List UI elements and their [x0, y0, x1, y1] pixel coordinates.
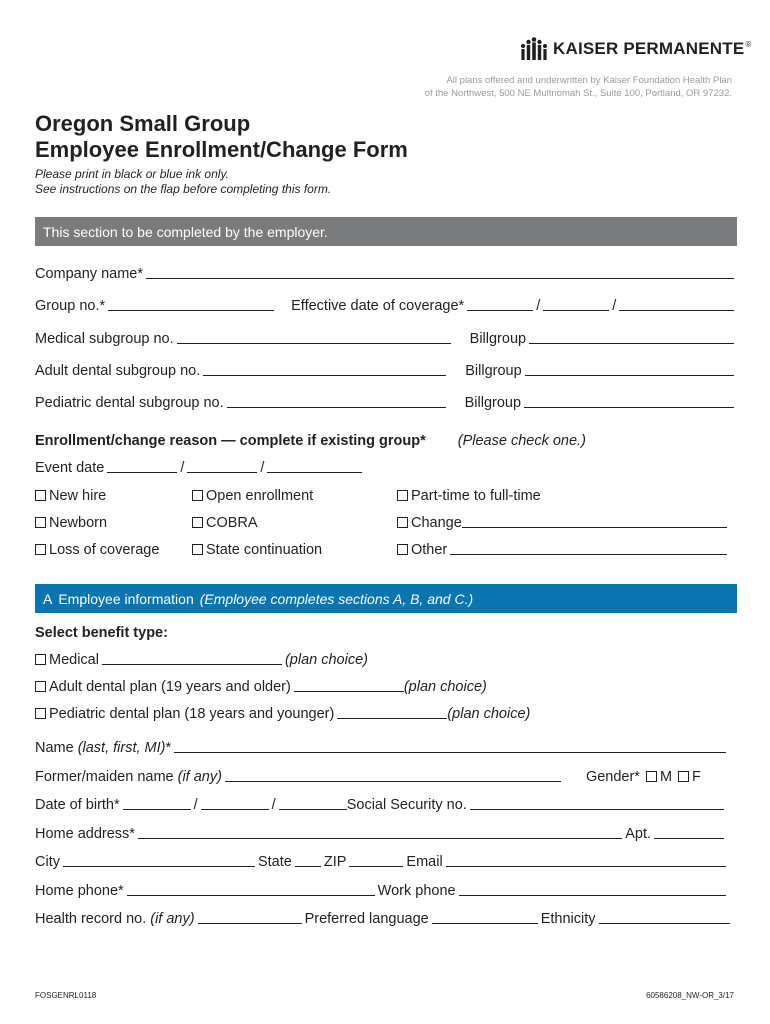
reason-open-enrollment[interactable]: Open enrollment [192, 484, 313, 504]
adult-dental-subgroup-field[interactable] [203, 375, 446, 376]
gender-male-checkbox[interactable] [646, 771, 657, 782]
checkbox[interactable] [35, 544, 46, 555]
checkbox[interactable] [35, 654, 46, 665]
home-address-row: Home address* Apt. [35, 822, 727, 842]
email-field[interactable] [446, 866, 726, 867]
enrollment-reason-row: Enrollment/change reason — complete if existing group* (Please check one.) [35, 433, 586, 449]
group-no-field[interactable] [108, 310, 274, 311]
reason-loss-of-coverage[interactable]: Loss of coverage [35, 538, 159, 558]
company-name-field[interactable] [146, 278, 734, 279]
benefit-pediatric-dental[interactable]: Pediatric dental plan (18 years and younger) (plan choice) [35, 702, 530, 722]
dob-row: Date of birth* / / Social Security no. [35, 793, 727, 813]
dob-month-field[interactable] [123, 809, 191, 810]
benefit-type-row: Select benefit type: [35, 625, 168, 641]
city-row: City State ZIP Email [35, 850, 729, 870]
reason-part-time-to-full-time[interactable]: Part-time to full-time [397, 484, 541, 504]
event-date-year-field[interactable] [267, 472, 362, 473]
home-phone-field[interactable] [127, 895, 375, 896]
adult-dental-billgroup-field[interactable] [525, 375, 734, 376]
checkbox[interactable] [35, 708, 46, 719]
home-address-field[interactable] [138, 838, 622, 839]
event-date-month-field[interactable] [107, 472, 177, 473]
pediatric-dental-subgroup-row: Pediatric dental subgroup no. Billgroup [35, 391, 737, 411]
health-record-row: Health record no. (if any) Preferred language Ethnicity [35, 907, 733, 927]
checkbox[interactable] [35, 681, 46, 692]
dob-year-field[interactable] [279, 809, 347, 810]
phone-row: Home phone* Work phone [35, 879, 729, 899]
change-reason-field[interactable] [462, 527, 727, 528]
reason-change[interactable]: Change [397, 511, 730, 531]
medical-billgroup-field[interactable] [529, 343, 734, 344]
pediatric-dental-plan-choice-field[interactable] [337, 718, 447, 719]
state-field[interactable] [295, 866, 321, 867]
checkbox[interactable] [397, 517, 408, 528]
checkbox[interactable] [35, 490, 46, 501]
checkbox[interactable] [192, 544, 203, 555]
event-date-row: Event date / / [35, 456, 365, 476]
ethnicity-field[interactable] [599, 923, 730, 924]
form-instructions: Please print in black or blue ink only. See instructions on the flap before completing this form. [35, 167, 332, 196]
apt-field[interactable] [654, 838, 724, 839]
benefit-medical[interactable]: Medical (plan choice) [35, 648, 368, 668]
other-reason-field[interactable] [450, 554, 727, 555]
zip-field[interactable] [349, 866, 403, 867]
pediatric-dental-billgroup-field[interactable] [524, 407, 734, 408]
work-phone-field[interactable] [459, 895, 726, 896]
dob-day-field[interactable] [201, 809, 269, 810]
medical-subgroup-field[interactable] [177, 343, 451, 344]
ssn-field[interactable] [470, 809, 724, 810]
reason-cobra[interactable]: COBRA [192, 511, 258, 531]
document-code: 60586208_NW-OR_3/17 [646, 991, 734, 1000]
company-name-row: Company name* [35, 262, 737, 282]
adult-dental-plan-choice-field[interactable] [294, 691, 404, 692]
reason-new-hire[interactable]: New hire [35, 484, 106, 504]
checkbox[interactable] [397, 544, 408, 555]
employer-section-header: This section to be completed by the employer. [35, 217, 737, 246]
checkbox[interactable] [35, 517, 46, 528]
city-field[interactable] [63, 866, 255, 867]
effective-date-year-field[interactable] [619, 310, 734, 311]
checkbox[interactable] [192, 490, 203, 501]
medical-plan-choice-field[interactable] [102, 664, 282, 665]
group-row: Group no.* Effective date of coverage* / / [35, 294, 737, 314]
former-name-row: Former/maiden name (if any) Gender* M F [35, 769, 701, 785]
health-record-field[interactable] [198, 923, 302, 924]
event-date-day-field[interactable] [187, 472, 257, 473]
kaiser-permanente-logo [519, 37, 751, 61]
employee-name-field[interactable] [174, 752, 726, 753]
reason-state-continuation[interactable]: State continuation [192, 538, 322, 558]
pediatric-dental-subgroup-field[interactable] [227, 407, 446, 408]
form-title: Oregon Small Group Employee Enrollment/Change Form [35, 111, 408, 162]
kaiser-people-icon [519, 37, 549, 61]
medical-subgroup-row: Medical subgroup no. Billgroup [35, 327, 737, 347]
brand-name: KAISER PERMANENTE® [553, 39, 752, 58]
checkbox[interactable] [397, 490, 408, 501]
former-name-field[interactable] [225, 781, 561, 782]
reason-newborn[interactable]: Newborn [35, 511, 107, 531]
benefit-adult-dental[interactable]: Adult dental plan (19 years and older) (plan choice) [35, 675, 487, 695]
effective-date-day-field[interactable] [543, 310, 609, 311]
name-row: Name (last, first, MI) * [35, 736, 729, 756]
preferred-language-field[interactable] [432, 923, 538, 924]
section-a-header: A Employee information (Employee completes sections A, B, and C.) [35, 584, 737, 613]
form-code: FOSGENRL0118 [35, 991, 97, 1000]
effective-date-month-field[interactable] [467, 310, 533, 311]
gender-female-checkbox[interactable] [678, 771, 689, 782]
adult-dental-subgroup-row: Adult dental subgroup no. Billgroup [35, 359, 737, 379]
checkbox[interactable] [192, 517, 203, 528]
reason-other[interactable]: Other [397, 538, 730, 558]
underwriter-disclaimer: All plans offered and underwritten by Kaiser Foundation Health Plan of the Northwest, 500 NE Multnomah St., Suite 100, Portland, OR 97232. [424, 75, 732, 99]
